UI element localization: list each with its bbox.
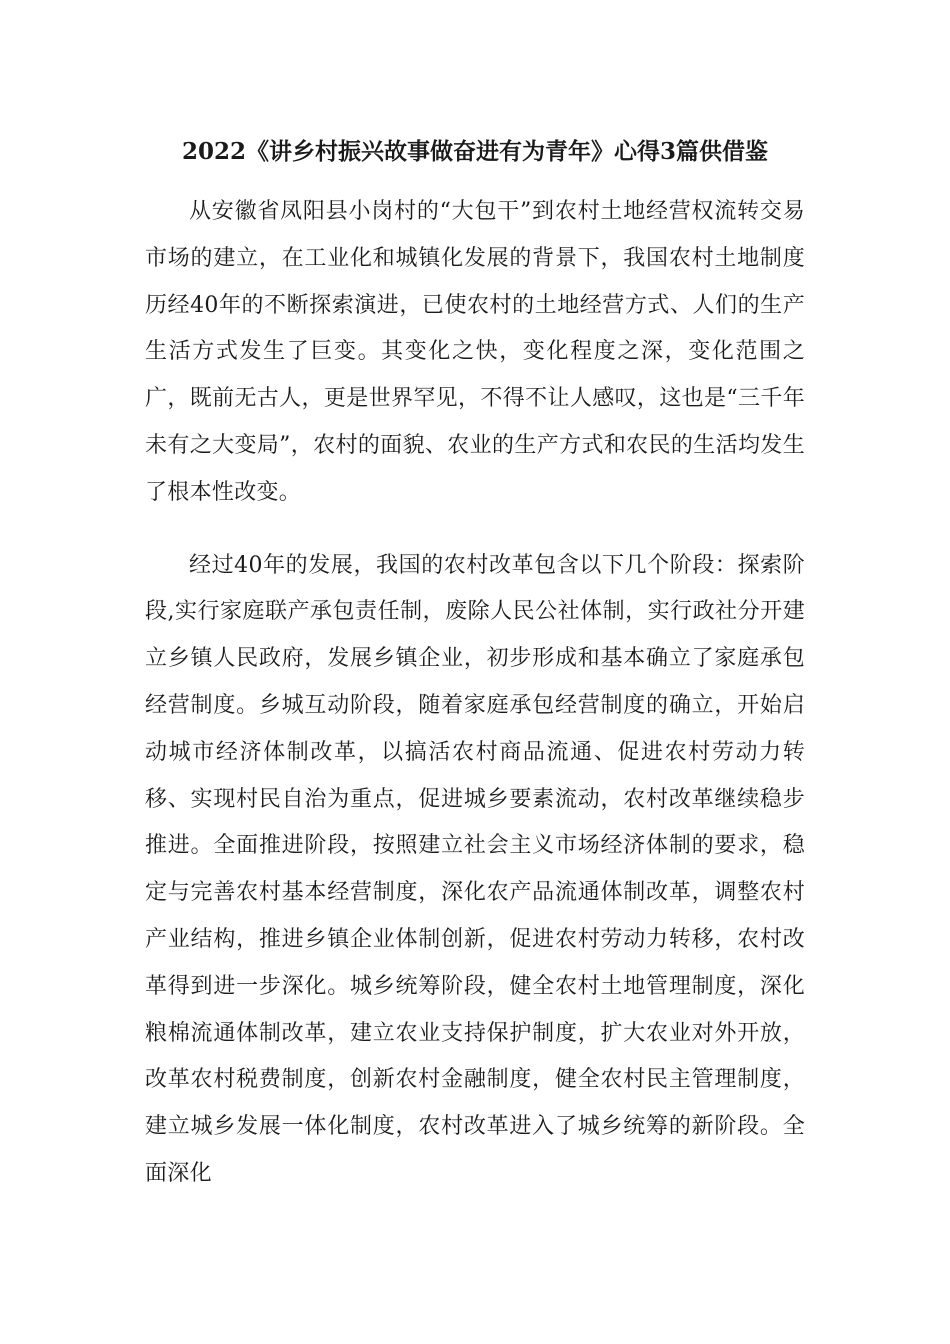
- document-title: 2022《讲乡村振兴故事做奋进有为青年》心得3篇供借鉴: [181, 138, 769, 165]
- paragraph-2: 经过40年的发展，我国的农村改革包含以下几个阶段：探索阶段,实行家庭联产承包责任制，废除人民公社体制，实行政社分开建立乡镇人民政府，发展乡镇企业，初步形成和基本确立了家庭承包经营制度。乡城互动阶段，随着家庭承包经营制度的确立，开始启动城市经济体制改革，以搞活农村商品流通、促进农村劳动力转移、实现村民自治为重点，促进城乡要素流动，农村改革继续稳步推进。全面推进阶段，按照建立社会主义市场经济体制的要求，稳定与完善农村基本经营制度，深化农产品流通体制改革，调整农村产业结构，推进乡镇企业体制创新，促进农村劳动力转移，农村改革得到进一步深化。城乡统筹阶段，健全农村土地管理制度，深化粮棉流通体制改革，建立农业支持保护制度，扩大农业对外开放，改革农村税费制度，创新农村金融制度，健全农村民主管理制度，建立城乡发展一体化制度，农村改革进入了城乡统筹的新阶段。全面深化: [145, 552, 805, 1186]
- paragraph-1: 从安徽省凤阳县小岗村的“大包干”到农村土地经营权流转交易市场的建立，在工业化和城镇化发展的背景下，我国农村土地制度历经40年的不断探索演进，已使农村的土地经营方式、人们的生产生活方式发生了巨变。其变化之快，变化程度之深，变化范围之广，既前无古人，更是世界罕见，不得不让人感叹，这也是“三千年未有之大变局”，农村的面貌、农业的生产方式和农民的生活均发生了根本性改变。: [145, 199, 805, 505]
- document-body: [145, 189, 805, 1198]
